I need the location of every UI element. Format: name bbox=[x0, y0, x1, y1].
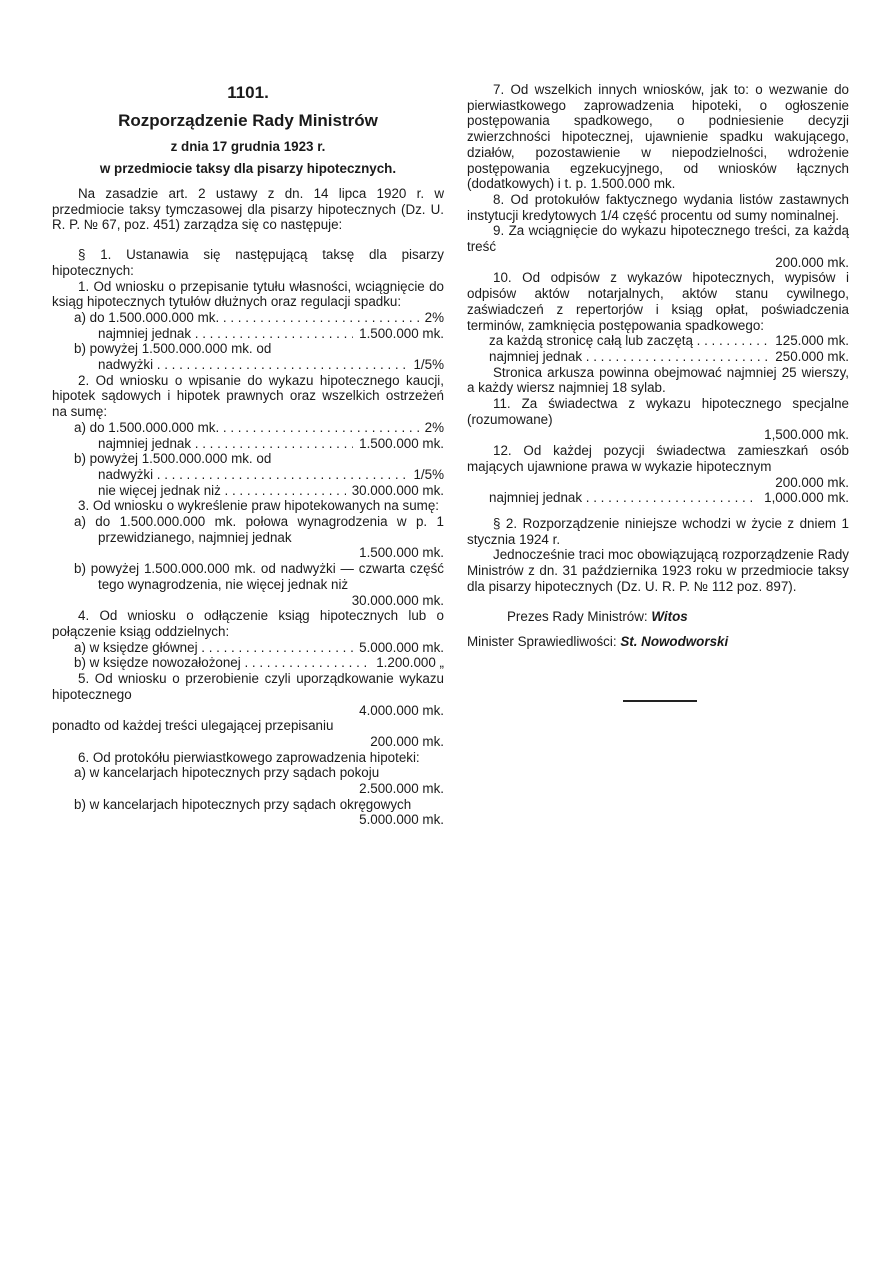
item-10-min: najmniej jednak . . . 250.000 mk. bbox=[467, 349, 849, 365]
item-4-a: a) w księdze głównej . . . 5.000.000 mk. bbox=[52, 640, 444, 656]
item-2-b-value: nadwyżki . . . 1/5% bbox=[52, 467, 444, 483]
item-10-page-rate: za każdą stronicę całą lub zaczętą . . . 125.000 mk. bbox=[467, 333, 849, 349]
item-11-value: 1,500.000 mk. bbox=[764, 427, 849, 443]
act-title: Rozporządzenie Rady Ministrów bbox=[118, 111, 378, 130]
item-12-min: najmniej jednak . . . 1,000.000 mk. bbox=[467, 490, 849, 506]
item-2-text: 2. Od wniosku o wpisanie do wykazu hipotecznego kaucji, hipotek sądowych i hipotek prawnych oraz wszelkich ostrzeżeń na sumę: bbox=[52, 372, 444, 420]
item-6-b-value: 5.000.000 mk. bbox=[359, 812, 444, 828]
item-1-b-value: nadwyżki . . . 1/5% bbox=[52, 357, 444, 373]
section-2-text: § 2. Rozporządzenie niniejsze wchodzi w życie z dniem 1 stycznia 1924 r. bbox=[467, 515, 849, 547]
item-5-text: 5. Od wniosku o przerobienie czyli uporządkowanie wykazu hipotecznego bbox=[52, 671, 444, 702]
signature-prime-minister: Prezes Rady Ministrów: Witos bbox=[507, 608, 688, 624]
item-6-text: 6. Od protokółu pierwiastkowego zaprowadzenia hipoteki: bbox=[78, 749, 420, 765]
item-3-text: 3. Od wniosku o wykreślenie praw hipotekowanych na sumę: bbox=[78, 498, 439, 514]
intro-paragraph: Na zasadzie art. 2 ustawy z dn. 14 lipca 1920 r. w przedmiocie taksy tymczasowej dla pisarzy hipotecznych (Dz. U. R. P. № 67, poz. 451) zarządza się co następuje: bbox=[52, 186, 444, 233]
item-6-a: a) w kancelarjach hipotecznych przy sądach pokoju bbox=[74, 765, 380, 781]
item-2-max: nie więcej jednak niż . . . 30.000.000 mk. bbox=[52, 483, 444, 499]
item-2-b: b) powyżej 1.500.000.000 mk. od bbox=[74, 451, 272, 467]
closing-rule bbox=[623, 700, 697, 702]
act-subject: w przedmiocie taksy dla pisarzy hipotecznych. bbox=[99, 161, 397, 176]
item-10-note: Stronica arkusza powinna obejmować najmniej 25 wierszy, a każdy wiersz najmniej 18 sylab. bbox=[467, 364, 849, 396]
item-5-value: 4.000.000 mk. bbox=[359, 702, 444, 718]
item-9-text: 9. Za wciągnięcie do wykazu hipotecznego treści, za każdą treść bbox=[467, 223, 849, 255]
item-7-text: 7. Od wszelkich innych wniosków, jak to: o wezwanie do pierwiastkowego zaprowadzenia hipoteki, o ogłoszenie postępowania spadkowego, o podniesienie decyzji zwierzchności hipotecznej, ujawnienie spadku wakującego, działów, pozostawienie w niepodzielności, wdrożenie postępowania egzekucyjnego, od wniosków łącznych (dodatkowych) i t. p. 1.500.000 mk. bbox=[467, 82, 849, 192]
item-2-a: a) do 1.500.000.000 mk. . . . 2% bbox=[52, 420, 444, 436]
left-column bbox=[52, 82, 444, 828]
item-6-a-value: 2.500.000 mk. bbox=[359, 781, 444, 797]
item-5-extra-value: 200.000 mk. bbox=[370, 733, 444, 749]
signature-justice-minister: Minister Sprawiedliwości: St. Nowodworski bbox=[467, 634, 729, 650]
item-4-text: 4. Od wniosku o odłączenie ksiąg hipotecznych lub o połączenie ksiąg oddzielnych: bbox=[52, 608, 444, 639]
item-1-b: b) powyżej 1.500.000.000 mk. od bbox=[74, 341, 272, 357]
item-10-text: 10. Od odpisów z wykazów hipotecznych, wypisów i odpisów aktów notarjalnych, aktów stanu cywilnego, zaświadczeń z repertorjów i ksiąg opłat, poświadczenia terminów, zamknięcia postępowania spadkowego: bbox=[467, 270, 849, 333]
item-3-b: b) powyżej 1.500.000.000 mk. od nadwyżki — czwarta część tego wynagrodzenia, nie więcej jednak niż bbox=[74, 561, 444, 592]
item-3-b-value: 30.000.000 mk. bbox=[351, 592, 444, 608]
act-number: 1101. bbox=[227, 83, 269, 102]
item-9-value: 200.000 mk. bbox=[775, 254, 849, 270]
item-1-text: 1. Od wniosku o przepisanie tytułu własności, wciągnięcie do ksiąg hipotecznych tytułów dłużnych oraz regulacji spadku: bbox=[52, 278, 444, 310]
item-3-a-value: 1.500.000 mk. bbox=[359, 545, 444, 561]
section-1-lead: § 1. Ustanawia się następującą taksę dla pisarzy hipotecznych: bbox=[52, 247, 444, 278]
item-6-b: b) w kancelarjach hipotecznych przy sądach okręgowych bbox=[74, 796, 412, 812]
item-12-value: 200.000 mk. bbox=[775, 474, 849, 490]
section-2-repeal: Jednocześnie traci moc obowiązującą rozporządzenie Rady Ministrów z dn. 31 października 1923 roku w przedmiocie taksy dla pisarzy hipotecznych (Dz. U. R. P. № 112 poz. 897). bbox=[467, 547, 849, 594]
item-1-min: najmniej jednak . . . 1.500.000 mk. bbox=[52, 326, 444, 342]
right-column bbox=[467, 82, 849, 650]
act-date: z dnia 17 grudnia 1923 r. bbox=[170, 139, 326, 154]
item-11-text: 11. Za świadectwa z wykazu hipotecznego specjalne (rozumowane) bbox=[467, 396, 849, 427]
item-5-extra: ponadto od każdej treści ulegającej przepisaniu bbox=[52, 718, 334, 734]
item-8-text: 8. Od protokułów faktycznego wydania listów zastawnych instytucji kredytowych 1/4 część procentu od sumy nominalnej. bbox=[467, 191, 849, 223]
item-2-min: najmniej jednak . . . 1.500.000 mk. bbox=[52, 436, 444, 452]
item-12-text: 12. Od każdej pozycji świadectwa zamieszkań osób mających ujawnione prawa w wykazie hipotecznym bbox=[467, 443, 849, 474]
item-1-a: a) do 1.500.000.000 mk. . . . 2% bbox=[52, 310, 444, 326]
item-4-b: b) w księdze nowozałożonej . . . 1.200.000 „ bbox=[52, 655, 444, 671]
item-3-a: a) do 1.500.000.000 mk. połowa wynagrodzenia w p. 1 przewidzianego, najmniej jednak bbox=[74, 514, 444, 545]
